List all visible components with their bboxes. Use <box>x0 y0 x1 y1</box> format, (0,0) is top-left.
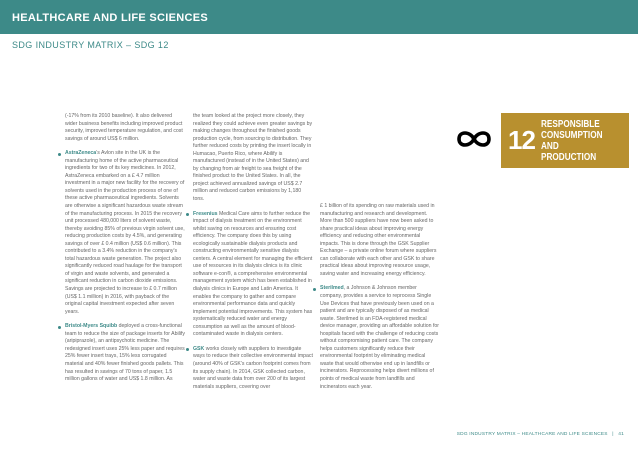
bullet-astrazeneca <box>58 150 185 316</box>
bullet-gsk <box>186 346 313 391</box>
column-3-intro: £ 1 billion of its spending on raw materials used in manufacturing and research and development. More than 500 suppliers have now been asked to share practical ideas about improving energy efficiency and reducing other environmental impacts. This is done through the GSK Supplier Exchange – a private online forum where suppliers can collaborate with each other and GSK to share practical ideas about improving resource usage, saving water and increasing energy efficiency. <box>320 203 437 277</box>
bullet-text: , a Johnson & Johnson member company, provides a service to reprocess Single Use Devices that have previously been used on a patient and are typically disposed of as medical waste. Sterilmed is an FDA-registered medical device manager, providing an affordable solution for hospitals faced with the challenge of reducing costs without compromising patient care. The company helps customers significantly reduce their environmental footprint by eliminating medical waste that would otherwise end up in landfills or incinerators. Reprocessing helps divert millions of points of medical waste from landfills and incinerators each year. <box>320 285 440 390</box>
sdg-title-line-2: CONSUMPTION <box>540 129 603 141</box>
text-column-1 <box>58 113 185 384</box>
column-2-intro: the team looked at the project more closely, they realized they could achieve even greater savings by making changes throughout the finished goods production cycle, from sourcing to distribution. They further reduced costs by printing the insert locally in Humacao, Puerto Rico, where Abilify is manufactured (instead of in the United States) and by changing from air freight to sea freight of the finished product to the United States. In all, the project achieved annualized savings of US$ 2.7 million and reduced carbon emissions by 1,180 tons. <box>193 113 313 203</box>
text-column-3 <box>313 203 440 391</box>
bullet-text: works closely with suppliers to investigate ways to reduce their collective environmental impact (around 40% of GSK’s carbon footprint comes from its supply chain). In 2014, GSK collected carbon, water and waste data from over 200 of its largest materials suppliers, covering over <box>193 345 313 390</box>
column-1-intro: (-17% from its 2010 baseline). It also delivered wider business benefits including improved product security, improved temperature regulation, and cost savings of around US$ 6 million. <box>65 113 183 142</box>
page-subtitle: SDG INDUSTRY MATRIX – SDG 12 <box>12 40 169 50</box>
page-number: 41 <box>618 432 624 437</box>
bullet-text: Medical Care aims to further reduce the impact of dialysis treatment on the environment whilst saving on resources and ensuring cost efficiency. The company does this by using ecologically sustainable dialysis products and constructing environmentally sensitive dialysis centers. A central element for managing the efficient use of resources in its dialysis clinics is its clinic software e-con®, a comprehensive environmental management system which has been established in dialysis clinics in Europe and Latin America. It enables the company to gather and compare environmental performance data and quickly implement potential improvements. This system has systematically reduced water and energy consumption as well as the amount of blood-contaminated waste in dialysis centers. <box>193 210 313 338</box>
bullet-fresenius <box>186 211 313 339</box>
bullet-text: deployed a cross-functional team to reduce the size of package inserts for Abilify (aripiprazole), an antipsychotic medicine. The redesigned insert uses 25% less paper and requires 25% fewer insert trays, 15% less corrugated material and 40% fewer finished goods pallets. This has resulted in savings of 70 tons of paper, 1.5 million gallons of water and US$ 1.8 million. As <box>65 323 185 383</box>
company-name-bms: Bristol-Myers Squibb <box>65 323 118 330</box>
sdg-12-badge <box>501 113 629 168</box>
sdg-number: 12 <box>508 125 535 155</box>
company-name-astrazeneca: AstraZeneca <box>65 150 97 157</box>
sdg-title-line-1: RESPONSIBLE <box>540 118 600 130</box>
page-section-title: HEALTHCARE AND LIFE SCIENCES <box>12 12 209 24</box>
text-column-2 <box>186 113 313 391</box>
bullet-text: ’s Avlon site in the UK is the manufacturing home of the active pharmaceutical ingredients for two of its key medicines. In 2012, AstraZeneca embarked on a £ 4.7 million investment in a major new facility for the recovery of solvents used in the production process of one of these active pharmaceutical ingredients. Solvents are otherwise a significant hazardous waste stream of the manufacturing process. In 2015 the recovery unit processed 480,000 liters of solvent waste, thereby avoiding 85% of previous virgin solvent use, reducing production costs by 4.5%, and generating savings of over £ 0.4 million (US$ 0.6 million). This contributed to a 3.4% reduction in the company’s total hazardous waste generation. The project also significantly reduced road haulage for the transport of virgin and waste solvents, and generated a significant reduction in carbon dioxide emissions. Savings are projected to increase to £ 0.7 million (US$ 1.1 million) in 2016, with payback of the original capital investment expected after seven years. <box>65 150 185 315</box>
sdg-title-line-3: AND PRODUCTION <box>540 140 597 163</box>
footer-separator: | <box>612 432 614 437</box>
infinity-icon <box>455 128 493 150</box>
company-name-sterilmed: Sterilmed <box>320 285 344 292</box>
company-name-fresenius: Fresenius <box>193 210 218 217</box>
company-name-gsk: GSK <box>193 345 205 352</box>
bullet-sterilmed <box>313 285 440 391</box>
sdg-goal-title <box>541 119 613 163</box>
footer-text: SDG INDUSTRY MATRIX – HEALTHCARE AND LIFE SCIENCES <box>456 432 608 437</box>
bullet-bristol-myers-squibb <box>58 323 185 383</box>
page-footer <box>457 432 624 437</box>
